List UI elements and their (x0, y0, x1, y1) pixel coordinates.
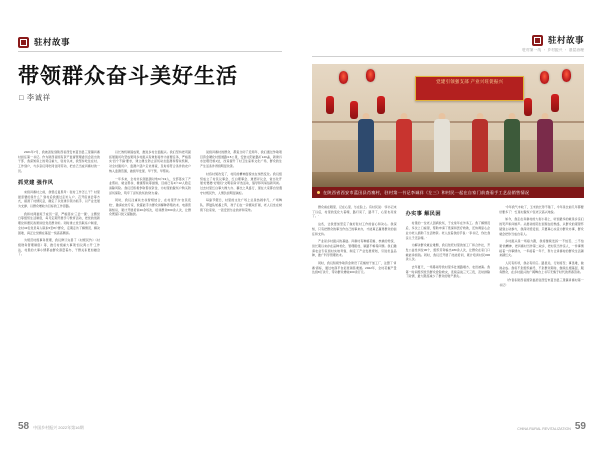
right-page (300, 0, 600, 450)
paragraph: 一年多来，全村共识别监测对象6户19人，全部落实了产业帮扶、就业帮扶、健康帮扶等措施，目前已有4户12人稳定消除风险。我们还积极争取帮扶资金，为村里的脱贫户购买防返贫保险，筑牢了返贫致贫的'防火墙'。 (109, 176, 191, 195)
chinese-knot-icon (377, 96, 385, 114)
left-column-area (18, 150, 282, 260)
photo-scene (312, 64, 584, 187)
page-title: 带领群众奋斗美好生活 (18, 65, 238, 88)
paragraph: 说到肖寨村的群众，都爱念叨了近两年，我们通过争取项目资金硬化村组道路3.5公里，安装太阳能路灯120盏，新建污水处理设施1处，改造提升了村卫生室和文化广场，群众的生产生活条件得到明显改善。 (200, 150, 282, 169)
paragraph: 人民有所呼，我必有所应。路虽远，行则将至；事虽难，做则必成。我将不负组织重托、不负群众期待，继续扎根基层、服务群众，在乡村振兴的广阔舞台上书写无愧于时代的青春答卷。 (499, 261, 584, 275)
right-page-footer (517, 421, 586, 432)
chinese-knot-icon (551, 94, 559, 112)
caption-bullet-icon (317, 191, 320, 194)
photo-caption (312, 187, 584, 198)
left-page-header (18, 36, 70, 48)
footer-publication-name: CHINA RURAL REVITALIZATION (517, 427, 571, 431)
lantern-icon (562, 69, 571, 82)
header-divider (312, 56, 584, 57)
paragraph: （作者系陕西省国资委派驻西安市蓝田县三里镇肖寨村第一书记） (499, 278, 584, 287)
photo-banner-text: 党建引领强支部 产业兴旺促振兴 (415, 76, 524, 101)
section-label: 驻村故事 (547, 35, 584, 45)
paragraph: 同时，我们注重扶志扶智相结合，在村里开办'农民夜校'，邀请农技专家、致富能手为群众讲解种养殖技术、电商营销知识，累计开展培训20余场次，培训群众600余人次，让群众既富口袋又富脑袋。 (109, 198, 191, 217)
paragraph: '今年我气丰收了，玉米的长势不错了，今年是比前几年都要好要多了！'红星村脱贫户张老汉高兴地说。 (499, 205, 584, 214)
paragraph: 来到肖寨村之前，我曾反复思考：驻村工作怎么干？村里最需要的是什么？到村后我通过走访入户、召开座谈会等方式，摸清了村情民意，确定了以党建引领为抓手、以产业发展为支撑、以群众增收为目标的工作思路。 (18, 189, 100, 209)
right-column-1 (312, 205, 397, 291)
page-number: 58 (18, 421, 30, 432)
paragraph: 村里的一位老人因病致贫，子女常年在外务工。我了解情况后，多次上门看望，帮助申请了低保和医疗救助，还协调爱心企业为老人捐助了生活物资。老人拉着我的手说：'李书记，你比我亲儿子还亲哩。' (405, 221, 491, 240)
left-column-3 (200, 150, 282, 260)
footer-publication-name: 中国乡村振兴 2022年第16期 (33, 425, 84, 430)
paragraph: 群众看在眼里、记在心里、乐在脸上。有村民说：'李书记来了以后，村里的变化大着哩，路灯亮了，路平了，心里也亮堂了。' (312, 205, 397, 219)
photo-floor (312, 172, 584, 187)
subheading: 办实事 解民困 (405, 211, 441, 217)
right-column-2 (406, 205, 491, 291)
subheading: 抓党建 强作风 (18, 179, 54, 186)
right-header-subtitle: 驻村第一线 ・ 乡村振兴 ・ 基层治理 (522, 48, 584, 52)
right-page-header (532, 34, 584, 46)
paragraph: 2021年7月，我被派驻到陕西省西安市蓝田县三里镇肖寨村担任第一书记。作为陕西省国有资产监督管理委员会派出的干部，我深知肩上的责任重大，驻村以来，我坚持吃住在村、工作到户，与乡亲们同吃同住同劳动，把自己当成肖寨村的一员。 (18, 150, 100, 173)
right-column-area (312, 205, 584, 291)
paragraph: 去年夏天，一场暴雨导致村里多处道路塌方、农田被淹。我第一时间组织党员群众抢险救灾，连续奋战三天三夜，及时排除了险情，最大限度减少了群众的财产损失。 (405, 265, 491, 279)
paragraph: 以长效机制固成果，推进乡村全面振兴。我们坚持把巩固拓展脱贫攻坚成果同乡村振兴有效衔接作为首要任务，严格落实'四个不摘'要求，建立健全防止返贫动态监测和帮扶机制，对全村脱贫户、监测户逐户走访排查，及时将符合条件的农户纳入监测范围，做到早发现、早干预、早帮扶。 (109, 150, 191, 173)
left-column-1 (18, 150, 100, 260)
left-page-footer (18, 421, 84, 432)
section-badge-icon (18, 37, 29, 48)
paragraph: 产业是乡村振兴的基础。肖寨村有种植花椒、核桃的传统，但长期以来存在品种老化、管理粗放、销路不畅等问题。我们邀请农业专家到村实地考察，制定了产业发展规划，引进优良品种，推广科学管理技术。 (312, 239, 397, 258)
chinese-knot-icon (524, 98, 532, 116)
paragraph: 如今，我走在肖寨村的大街小巷上，听到最多的就是乡亲们的笑声和问候声。从最初的陌生到现在的熟络，从群众的观望怀疑到主动参与，我深切感受到，只要真心实意为群众办事，群众就会把你当成自家人。 (499, 217, 584, 236)
section-badge-icon (532, 35, 543, 46)
byline: □ 李诚祥 (19, 93, 51, 102)
right-column-3 (499, 205, 584, 291)
lantern-icon (366, 69, 375, 82)
chinese-knot-icon (326, 96, 334, 114)
paragraph: 我和村两委班子成员一起，严格落实'三会一课'、主题党日等组织生活制度，每月定期开展学习教育活动，把党的创新理论和惠民政策讲给党员群众听。同时建立党员联系户制度，全村43名党员每人联系5至8户群众，定期走访了解情况、解决困难，真正让党旗在基层一线高高飘扬。 (18, 211, 100, 235)
header-divider (18, 51, 282, 52)
paragraph: 为解决群众就业难题，我们依托村里的加工厂和合作社，开发公益性岗位30个，组织劳务输出180余人次，让群众在家门口就能挣到钱。同时，我们还开展了技能培训，累计培训村民300余人次。 (405, 243, 491, 262)
paragraph: 村容村貌改变了，村民的精神面貌也在悄然变化。我们组织成立了村民议事会、红白理事会、道德评议会，常态化开展'好婆婆''好媳妇''文明家庭'评选活动，倡导移风易俗新风尚。过去村里红白事大操大办、攀比之风盛行，现在大家都自觉遵守村规民约，人情负担明显减轻。 (200, 171, 282, 195)
article-photo (312, 64, 584, 187)
left-column-2 (109, 150, 191, 260)
page-number: 59 (574, 421, 586, 432)
caption-text: 在陕西省西安市蓝田县肖寨村，驻村第一书记李诚祥（左三）和村民一起在自家门前查看手工艺品销售情况 (323, 190, 530, 195)
paragraph: 乡村振兴是一场接力跑，我将继续发扬'一不怕苦、二不怕累'的精神，把肖寨村当作第二故乡，把村民当作亲人，一件事情接着一件事情办，一年接着一年干，努力让肖寨村的群众生活越来越红火。 (499, 239, 584, 258)
paragraph: 这些，让我更加坚定了做好驻村工作的信心和决心。我深知，只有把群众的事当作自己的事来办，才能真正赢得群众的信任和支持。 (312, 222, 397, 236)
paragraph: 每逢节假日，村里的文化广场上总是热闹非凡，广场舞队、锣鼓队轮番上阵，孩子们在一旁嬉戏打闹，老人们坐在树荫下拉家常，一派安居乐业的祥和景象。 (200, 198, 282, 212)
paragraph: 同时，我们积极争取资金建设了花椒烘干加工厂，注册了'肖寨'商标，通过电商平台拓宽销售渠道。2022年，全村花椒产量达到8万余斤，带动群众增收200余万元。 (312, 261, 397, 275)
section-label: 驻村故事 (34, 37, 71, 47)
paragraph: 为规范村级事务管理，我们修订完善了《村规民约》《村级财务管理制度》等，推行村级重大事项'四议两公开'工作法，村里的大事小情都由群众商量着办，干群关系更加融洽了。 (18, 238, 100, 257)
